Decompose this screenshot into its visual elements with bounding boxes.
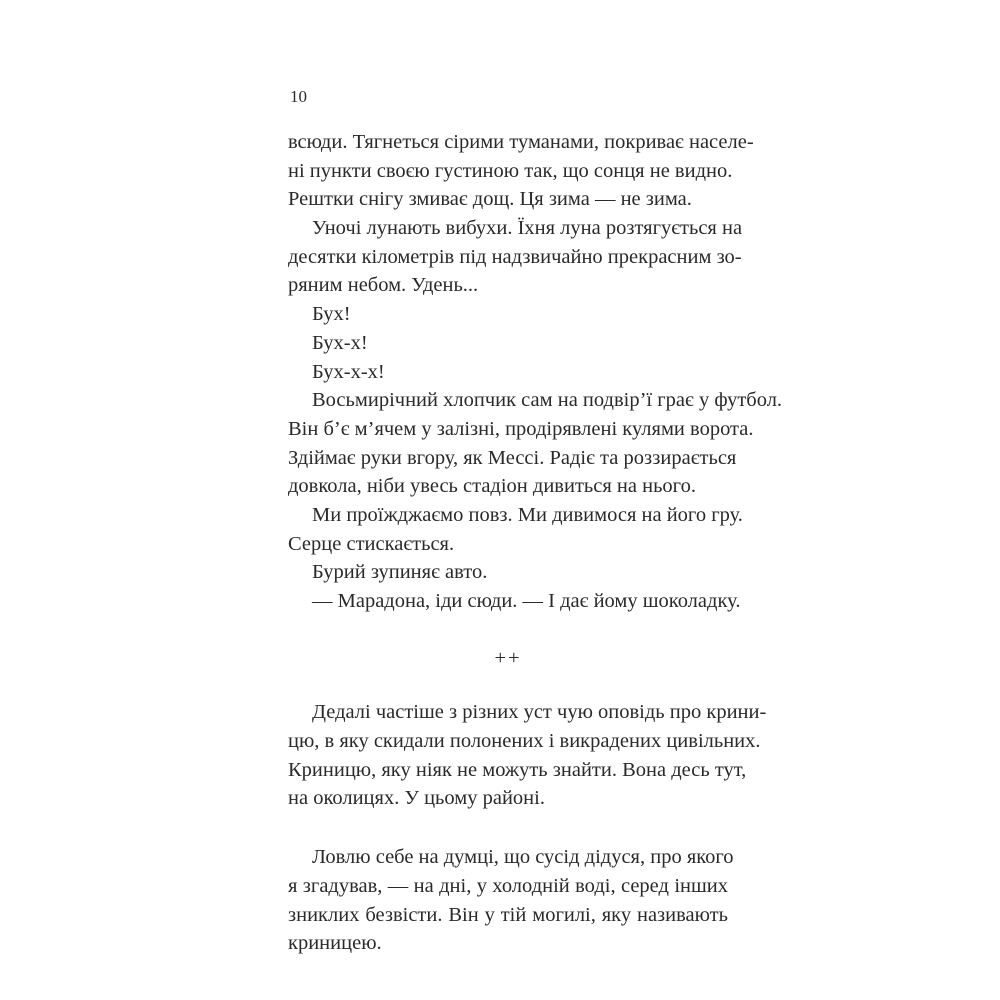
text-line: на околицях. У цьому районі. bbox=[288, 787, 545, 810]
text-line: Криницю, яку ніяк не можуть знайти. Вона десь тут, bbox=[288, 758, 747, 781]
text-line: Ловлю себе на думці, що сусід дідуся, про якого bbox=[312, 846, 734, 869]
text-line: Уночі лунають вибухи. Їхня луна розтягується на bbox=[312, 217, 743, 240]
text-line: Дедалі частіше з різних уст чую оповідь про крини- bbox=[312, 701, 767, 724]
text-line: цю, в яку скидали полонених і викрадених цивільних. bbox=[288, 730, 761, 753]
section-separator: ++ bbox=[494, 646, 522, 669]
text-line: криницею. bbox=[288, 932, 382, 955]
text-line: — Марадона, іди сюди. — І дає йому шоколадку. bbox=[312, 590, 741, 612]
text-line: ряним небом. Удень... bbox=[288, 274, 479, 297]
text-line: Рештки снігу змиває дощ. Ця зима — не зима. bbox=[288, 188, 692, 211]
text-line: Бух-х-х! bbox=[312, 360, 385, 383]
text-line: Ми проїжджаємо повз. Ми дивимося на його гру. bbox=[312, 503, 743, 526]
text-line: десятки кілометрів під надзвичайно прекрасним зо- bbox=[288, 245, 742, 268]
paragraph-gap bbox=[288, 813, 728, 843]
text-line: Він б’є м’ячем у залізні, продірявлені кулями ворота. bbox=[288, 417, 754, 440]
text-line: Восьмирічний хлопчик сам на подвір’ї грає у футбол. bbox=[312, 389, 783, 412]
text-line: довкола, ніби увесь стадіон дивиться на нього. bbox=[288, 475, 696, 498]
text-line: Бурий зупиняє авто. bbox=[312, 561, 488, 584]
text-line: Серце стискається. bbox=[288, 532, 455, 555]
text-line: ні пункти своєю густиною так, що сонця не видно. bbox=[288, 159, 733, 182]
text-line: Бух-х! bbox=[312, 331, 368, 354]
text-line: Бух! bbox=[312, 303, 351, 326]
page-number: 10 bbox=[290, 87, 307, 106]
text-line: я згадував, — на дні, у холодній воді, серед інших bbox=[288, 874, 728, 897]
text-line: всюди. Тягнеться сірими туманами, покриває населе- bbox=[288, 131, 754, 153]
text-line: Здіймає руки вгору, як Мессі. Радіє та роззирається bbox=[288, 446, 737, 469]
page-text bbox=[288, 128, 783, 958]
text-line: зниклих безвісти. Він у тій могилі, яку називають bbox=[288, 903, 728, 926]
